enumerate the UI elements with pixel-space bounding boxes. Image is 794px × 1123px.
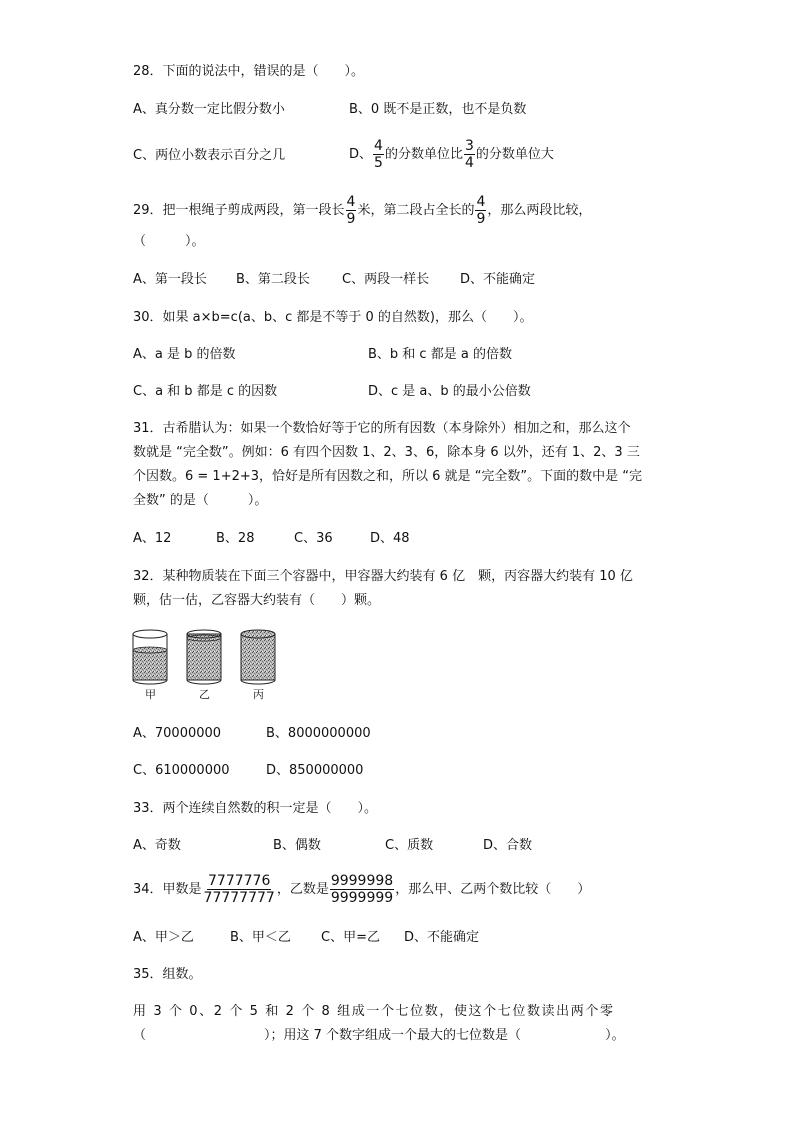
- q33-option-d[interactable]: D、合数: [483, 838, 533, 853]
- q29-option-c[interactable]: C、两段一样长: [342, 272, 430, 287]
- q35-line2: （ ）；用这 7 个数字组成一个最大的七位数是（ ）。: [133, 1028, 625, 1043]
- fraction-jia: $\frac{7777776}{77777777}$: [203, 873, 275, 906]
- jar-bing: [241, 630, 275, 684]
- q30-option-c[interactable]: C、a 和 b 都是 c 的因数: [133, 384, 278, 399]
- fraction-yi: $\frac{9999998}{9999999}$: [330, 873, 394, 906]
- q30-option-d[interactable]: D、c 是 a、b 的最小公倍数: [368, 384, 531, 399]
- q29-stem: 29．把一根绳子剪成两段，第一段长 $\frac{4}{9}$ 米，第二段占全长的 $\frac{4}{9}$ ，那么两段比较，: [133, 194, 592, 227]
- q32-option-d[interactable]: D、850000000: [266, 763, 364, 778]
- q33-stem: 33．两个连续自然数的积一定是（ ）。: [133, 801, 378, 816]
- q34-option-b[interactable]: B、甲＜乙: [230, 930, 291, 945]
- q34-option-a[interactable]: A、甲＞乙: [133, 930, 194, 945]
- q31-option-c[interactable]: C、36: [294, 531, 333, 546]
- q31-stem-line4: 全数” 的是（ ）。: [133, 493, 268, 508]
- q29-option-b[interactable]: B、第二段长: [236, 272, 310, 287]
- fraction-4-5: $\frac{4}{5}$: [374, 138, 383, 171]
- q34-stem: 34．甲数是 $\frac{7777776}{77777777}$ ，乙数是 $\frac{9999998}{9999999}$ ，那么甲、乙两个数比较（ ）: [133, 873, 591, 906]
- fraction-3-4: $\frac{3}{4}$: [464, 138, 474, 171]
- q28-option-d[interactable]: D、 $\frac{4}{5}$ 的分数单位比 $\frac{3}{4}$ 的分数单位大: [349, 138, 554, 171]
- q33-option-c[interactable]: C、质数: [385, 838, 434, 853]
- q32-stem-line1: 32．某种物质装在下面三个容器中，甲容器大约装有 6 亿 颗，丙容器大约装有 10 亿: [133, 569, 633, 584]
- q30-option-a[interactable]: A、a 是 b 的倍数: [133, 347, 236, 362]
- q31-option-b[interactable]: B、28: [216, 531, 255, 546]
- fraction-4-9: $\frac{4}{9}$: [346, 194, 356, 227]
- q30-option-b[interactable]: B、b 和 c 都是 a 的倍数: [368, 347, 512, 362]
- q28-option-c[interactable]: C、两位小数表示百分之几: [133, 148, 286, 163]
- q31-stem-line3: 个因数。6 = 1+2+3，恰好是所有因数之和，所以 6 就是 “完全数”。下面的数中是 “完: [133, 469, 643, 484]
- jar-label-yi: 乙: [199, 688, 210, 701]
- q32-option-c[interactable]: C、610000000: [133, 763, 230, 778]
- q35-line1: 用 3 个 0、2 个 5 和 2 个 8 组成一个七位数，使这个七位数读出两个零: [133, 1004, 615, 1019]
- q35-stem: 35．组数。: [133, 967, 202, 982]
- q31-option-d[interactable]: D、48: [370, 531, 410, 546]
- q29-answer-blank: （ ）。: [133, 234, 205, 249]
- jar-label-jia: 甲: [145, 688, 156, 701]
- q31-stem-line1: 31．古希腊认为：如果一个数恰好等于它的所有因数（本身除外）相加之和，那么这个: [133, 421, 631, 436]
- q29-option-d[interactable]: D、不能确定: [460, 272, 536, 287]
- q31-stem-line2: 数就是 “完全数”。例如：6 有四个因数 1、2、3、6，除本身 6 以外，还有 1、2、3 三: [133, 445, 640, 460]
- fraction-4-9: $\frac{4}{9}$: [476, 194, 486, 227]
- q31-option-a[interactable]: A、12: [133, 531, 172, 546]
- jar-yi: [187, 630, 221, 684]
- q29-option-a[interactable]: A、第一段长: [133, 272, 207, 287]
- containers-figure: [128, 624, 288, 690]
- q32-stem-line2: 颗，估一估，乙容器大约装有（ ）颗。: [133, 593, 381, 608]
- q34-option-c[interactable]: C、甲=乙: [321, 930, 380, 945]
- q30-stem: 30．如果 a×b=c(a、b、c 都是不等于 0 的自然数)，那么（ ）。: [133, 310, 533, 325]
- q33-option-b[interactable]: B、偶数: [273, 838, 321, 853]
- jar-label-bing: 丙: [253, 688, 264, 701]
- jar-jia: [133, 630, 167, 684]
- q34-option-d[interactable]: D、不能确定: [404, 930, 480, 945]
- q33-option-a[interactable]: A、奇数: [133, 838, 181, 853]
- q28-option-a[interactable]: A、真分数一定比假分数小: [133, 102, 285, 117]
- q28-stem: 28．下面的说法中，错误的是（ ）。: [133, 64, 365, 79]
- q32-option-a[interactable]: A、70000000: [133, 726, 222, 741]
- q32-option-b[interactable]: B、8000000000: [266, 726, 371, 741]
- q28-option-b[interactable]: B、0 既不是正数，也不是负数: [349, 102, 527, 117]
